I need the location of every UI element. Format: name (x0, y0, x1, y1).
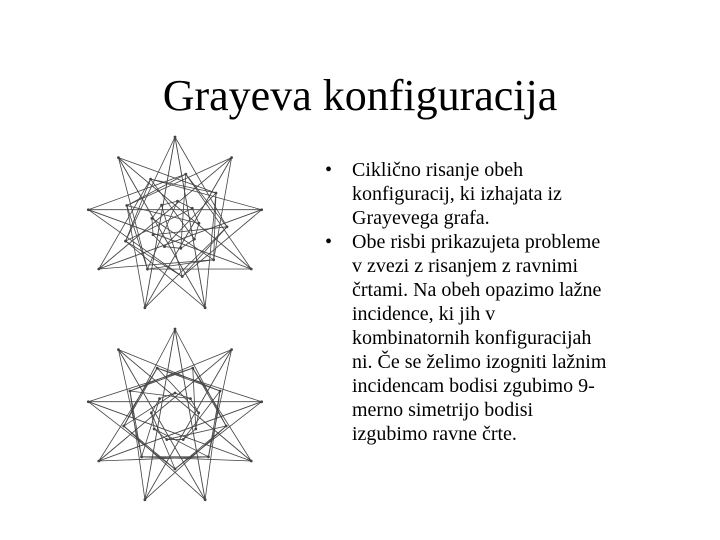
configuration-line (118, 158, 147, 270)
configuration-point (230, 156, 233, 159)
configuration-point (219, 390, 222, 393)
configuration-point (250, 268, 253, 271)
configuration-point (160, 204, 163, 207)
configuration-point (191, 367, 194, 370)
gray-configuration-drawing-top (80, 130, 270, 320)
configuration-line (127, 206, 145, 308)
configuration-point (129, 390, 132, 393)
configuration-point (158, 397, 161, 400)
configuration-point (87, 208, 90, 211)
configuration-point (153, 428, 156, 431)
configuration-point (151, 217, 154, 220)
bullet-text-line: Grayevega grafa. (352, 207, 490, 229)
configuration-point (207, 455, 210, 458)
configuration-point (250, 460, 253, 463)
configuration-point (260, 208, 263, 211)
configuration-point (117, 156, 120, 159)
configuration-line (88, 174, 185, 210)
configuration-point (182, 438, 185, 441)
configuration-line (164, 247, 180, 249)
configuration-point (97, 268, 100, 271)
configuration-point (189, 397, 192, 400)
bullet-text-line: izgubimo ravne črte. (352, 423, 517, 445)
configuration-point (149, 178, 152, 181)
bullet-text-line: Obe risbi prikazujeta probleme (352, 231, 601, 253)
configuration-figure-svg (80, 130, 270, 320)
configuration-point (125, 204, 128, 207)
configuration-point (174, 468, 177, 471)
configuration-point (215, 192, 218, 195)
configuration-point (144, 498, 147, 501)
configuration-point (181, 275, 184, 278)
configuration-figure-svg (80, 322, 270, 512)
bullet-marker: • (325, 159, 333, 181)
configuration-point (194, 428, 197, 431)
slide-title: Grayeva konfiguracija (162, 71, 558, 120)
configuration-point (225, 425, 228, 428)
configuration-point (87, 400, 90, 403)
configuration-point (174, 392, 177, 395)
configuration-point (226, 225, 229, 228)
bullet-text-line: incidence, ki jih v (352, 303, 496, 325)
configuration-line (126, 241, 206, 308)
configuration-point (150, 411, 153, 414)
bullet-item-2 (322, 230, 662, 446)
configuration-line (157, 368, 220, 391)
configuration-line (99, 350, 232, 461)
configuration-line (194, 223, 199, 239)
configuration-point (174, 328, 177, 331)
configuration-point (198, 222, 201, 225)
configuration-line (118, 158, 216, 193)
configuration-point (204, 306, 207, 309)
configuration-point (204, 498, 207, 501)
configuration-point (179, 247, 182, 250)
configuration-point (152, 233, 155, 236)
configuration-line (152, 218, 153, 234)
configuration-point (191, 207, 194, 210)
configuration-point (184, 173, 187, 176)
configuration-point (146, 268, 149, 271)
configuration-point (122, 425, 125, 428)
configuration-point (193, 238, 196, 241)
bullet-list (322, 158, 662, 446)
configuration-point (144, 306, 147, 309)
configuration-point (140, 455, 143, 458)
configuration-point (212, 258, 215, 261)
configuration-point (260, 400, 263, 403)
configuration-point (174, 136, 177, 139)
gray-configuration-drawing-bottom (80, 322, 270, 512)
configuration-point (156, 367, 159, 370)
bullet-text-line: konfiguracij, ki izhajata iz (352, 183, 562, 205)
configuration-line (193, 368, 196, 429)
bullet-text-line: ni. Če se želimo izogniti lažnim (352, 351, 607, 373)
configuration-point (97, 460, 100, 463)
bullet-text-line: merno simetrijo bodisi (352, 399, 534, 421)
configuration-point (124, 240, 127, 243)
bullet-text-line: kombinatornih konfiguracijah (352, 327, 592, 349)
bullet-text-line: Ciklično risanje obeh (352, 159, 524, 181)
bullet-marker: • (325, 231, 333, 253)
configuration-point (117, 348, 120, 351)
configuration-line (88, 402, 251, 461)
configuration-point (197, 411, 200, 414)
configuration-point (176, 200, 179, 203)
bullet-text-line: incidencam bodisi zgubimo 9- (352, 375, 595, 397)
configuration-point (230, 348, 233, 351)
configuration-point (163, 245, 166, 248)
configuration-point (165, 438, 168, 441)
configuration-line (130, 368, 193, 391)
configuration-line (164, 193, 215, 247)
bullet-text-line: v zvezi z risanjem z ravnimi (352, 255, 579, 277)
bullet-item-1 (322, 158, 662, 230)
bullet-text-line: črtami. Na obeh opazimo lažne (352, 279, 602, 301)
configuration-line (99, 402, 262, 461)
configuration-line (178, 201, 193, 208)
configuration-line (118, 350, 220, 391)
configuration-line (130, 350, 232, 391)
